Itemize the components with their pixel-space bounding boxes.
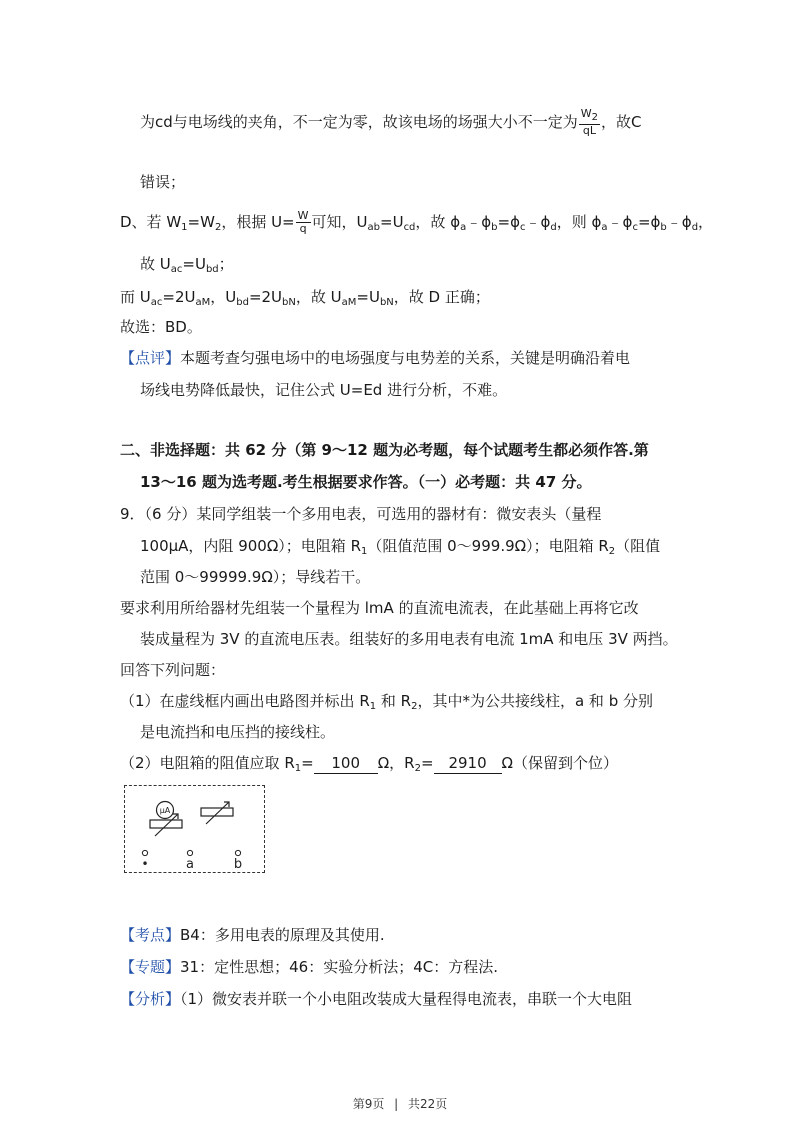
sub-question-2: （2）电阻箱的阻值应取 $R_1= 100$ Ω，$R_2= 2910$ Ω（保留到个位） <box>120 754 619 774</box>
question-9-line-5: 装成量程为 3V 的直流电压表。组装好的多用电表有电流 1mA 和电压 3V 两挡。 <box>140 630 678 648</box>
section-heading-2: 13～16 题为选考题.考生根据要求作答。（一）必考题：共 47 分。 <box>140 473 592 491</box>
page-number: 第9页 <box>352 1097 385 1111</box>
resistor-box-2-icon <box>201 808 233 816</box>
fenxi-tag: 【分析】 <box>120 990 181 1008</box>
text-line-6: 故选：BD。 <box>120 318 202 336</box>
sub-question-1-cont: 是电流挡和电压挡的接线柱。 <box>140 723 336 741</box>
text-line-8: 场线电势降低最快，记住公式 U=Ed 进行分析，不难。 <box>140 381 508 399</box>
circuit-diagram <box>124 785 265 873</box>
microammeter-label: μA <box>159 806 171 815</box>
fraction-w-over-q: $\frac{W}{q}$ <box>297 209 309 235</box>
question-9-line-4: 要求利用所给器材先组装一个量程为 lmA 的直流电流表，在此基础上再将它改 <box>120 599 639 617</box>
answer-r1: 100 <box>314 753 378 774</box>
resistor-box-2-arrow <box>206 802 229 824</box>
resistor-box-1-icon <box>150 820 182 828</box>
page-footer <box>0 1095 800 1112</box>
circuit-svg <box>125 786 264 872</box>
terminal-b-icon <box>235 850 240 855</box>
comment-tag: 【点评】 <box>120 349 181 367</box>
section-heading-1: 二、非选择题：共 62 分（第 9～12 题为必考题，每个试题考生都必须作答.第 <box>120 441 649 459</box>
page-total: 共22页 <box>408 1097 448 1111</box>
terminal-b-label: b <box>233 857 243 872</box>
resistor-box-1-arrow <box>155 814 178 836</box>
terminal-common-icon <box>142 850 147 855</box>
zhuanti-line: 【专题】31：定性思想；46：实验分析法；4C：方程法. <box>120 958 498 976</box>
question-9-line-1: 9．（6 分）某同学组装一个多用电表，可选用的器材有：微安表头（量程 <box>120 505 602 523</box>
text-line-3: D、若 $W_1=W_2$，根据 U= $\frac{W}{q}$ 可知，$U_{ab}=U_{cd}$，故 $\phi_a﹣\phi_b=\phi_c﹣\phi_d$，则 $\phi_a﹣\phi_c=\phi_b﹣\phi_d$， <box>120 209 714 235</box>
question-9-line-2: 100μA，内阻 900Ω）；电阻箱 $R_1$（阻值范围 0～999.9Ω）；电阻箱 $R_2$（阻值 <box>140 537 661 557</box>
footer-separator: | <box>394 1097 399 1111</box>
question-9-line-3: 范围 0～99999.9Ω）；导线若干。 <box>140 568 371 586</box>
terminal-a-icon <box>187 850 192 855</box>
text-line-1: 为cd与电场线的夹角，不一定为零，故该电场的场强大小不一定为 $\frac{W2}{qL}$ ，故C <box>140 107 642 137</box>
terminal-common-label: • <box>141 857 149 871</box>
question-9-line-6: 回答下列问题： <box>120 661 226 679</box>
fraction-w2-over-ql: $\frac{W2}{qL}$ <box>580 107 599 137</box>
kaodian-tag: 【考点】 <box>120 926 181 944</box>
sub-question-1: （1）在虚线框内画出电路图并标出 $R_1$ 和 $R_2$，其中*为公共接线柱，a 和 b 分别 <box>120 692 653 712</box>
kaodian-line: 【考点】B4：多用电表的原理及其使用. <box>120 926 385 944</box>
text-line-2: 错误； <box>140 173 186 191</box>
text-line-4: 故 $U_{ac}=U_{bd}$； <box>140 255 234 275</box>
answer-r2: 2910 <box>434 753 502 774</box>
zhuanti-tag: 【专题】 <box>120 958 181 976</box>
terminal-a-label: a <box>186 857 194 872</box>
fenxi-line: 【分析】（1）微安表并联一个小电阻改装成大量程得电流表，串联一个大电阻 <box>120 990 633 1008</box>
text-line-5: 而 $U_{ac}=2U_{aM}$，$U_{bd}=2U_{bN}$，故 $U_{aM}=U_{bN}$，故 D 正确； <box>120 288 490 308</box>
comment-line: 【点评】本题考查匀强电场中的电场强度与电势差的关系，关键是明确沿着电 <box>120 349 631 367</box>
